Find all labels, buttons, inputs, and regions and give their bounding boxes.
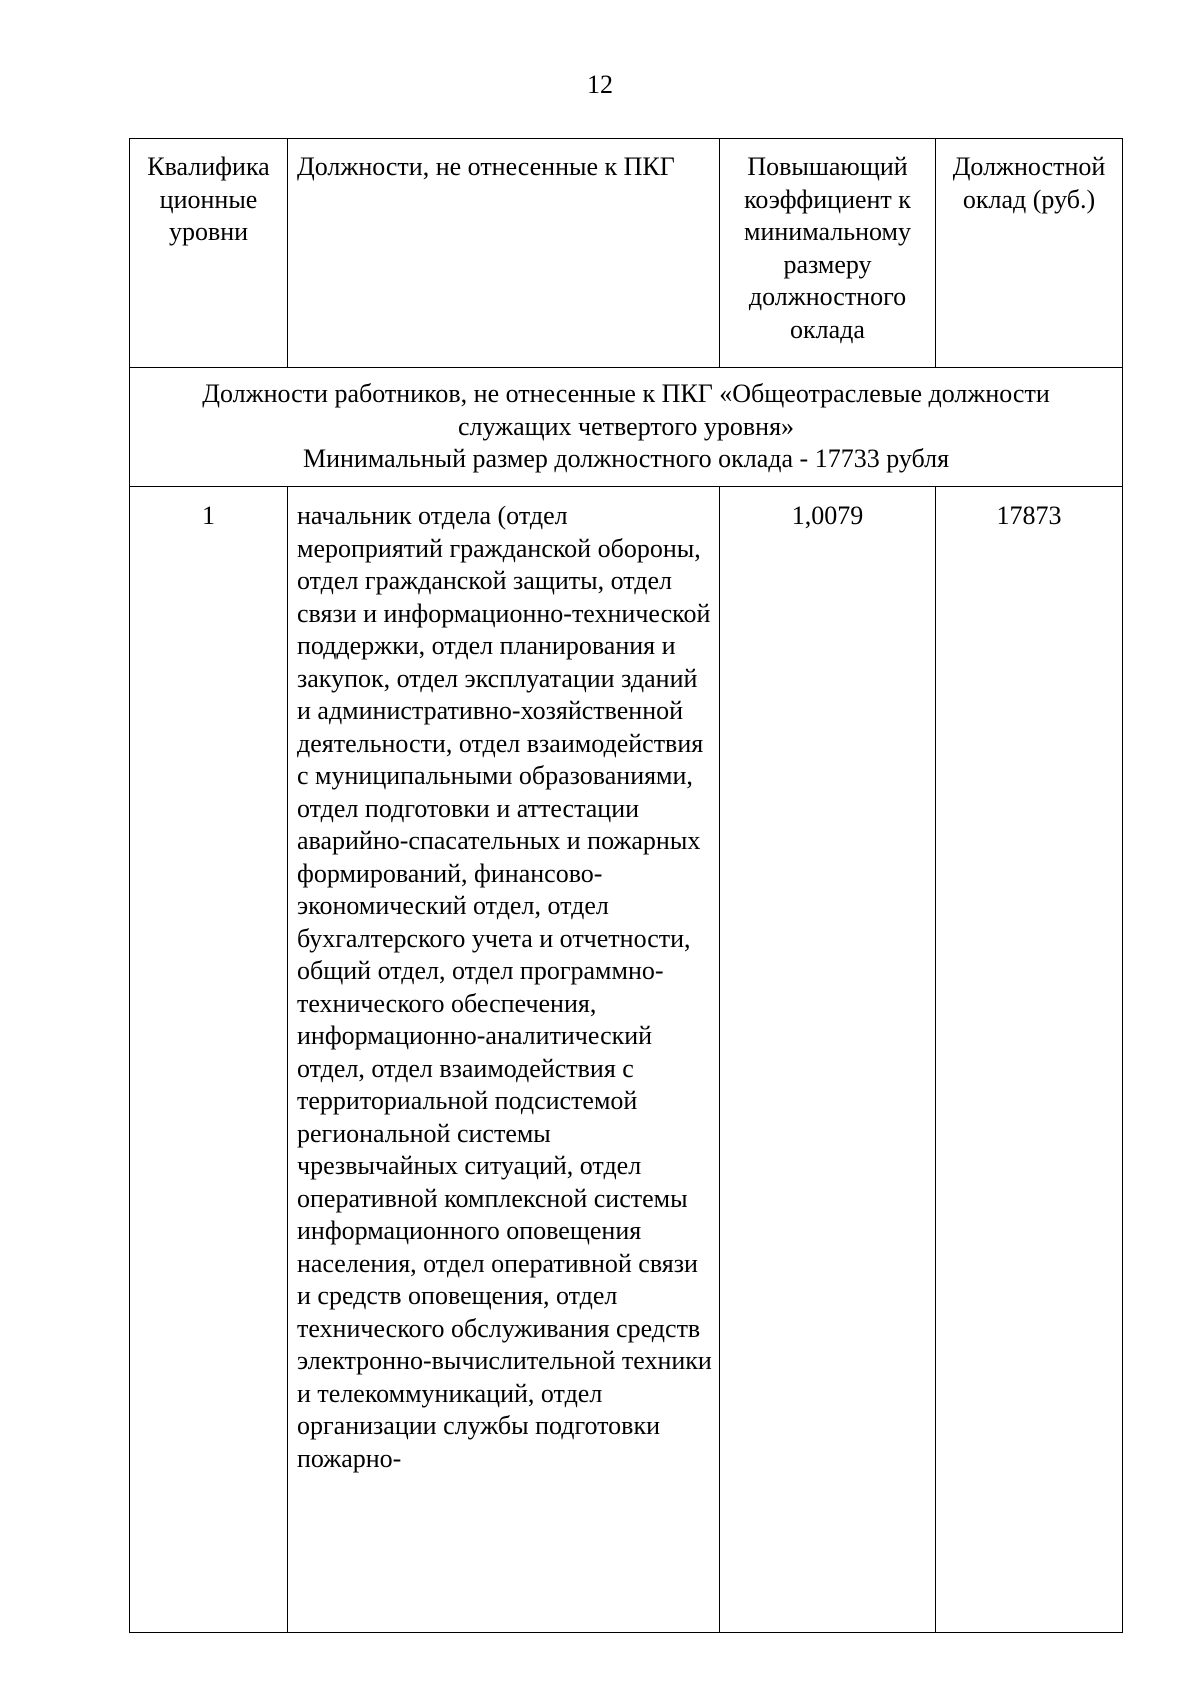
header-salary: Должностной оклад (руб.) (936, 139, 1123, 368)
section-min-salary: Минимальный размер должностного оклада - 17733 рубля (302, 444, 950, 474)
row-position: начальник отдела (отдел мероприятий гражданской обороны, отдел гражданской защиты, отдел связи и информационно-технической поддержки, отдел планирования и закупок, отдел эксплуатации зданий и административно-хозяйственной деятельности, отдел взаимодействия с муниципальными образованиями, отдел подготовки и аттестации аварийно-спасательных и пожарных формирований, финансово-экономический отдел, отдел бухгалтерского учета и отчетности, общий отдел, отдел программно-технического обеспечения, информационно-аналитический отдел, отдел взаимодействия с территориальной подсистемой региональной системы чрезвычайных ситуаций, отдел оперативной комплексной системы информационного оповещения населения, отдел оперативной связи и средств оповещения, отдел технического обслуживания средств электронно-вычислительной техники и телекоммуникаций, отдел организации службы подготовки пожарно- (288, 487, 720, 1633)
page-number: 12 (587, 70, 613, 99)
section-row (130, 368, 1123, 487)
row-coefficient: 1,0079 (720, 487, 936, 1633)
section-title-line1: Должности работников, не отнесенные к ПКГ «Общеотраслевые должности (202, 379, 1050, 409)
section-heading (130, 368, 1123, 487)
header-coefficient: Повышающий коэффициент к минимальному размеру должностного оклада (720, 139, 936, 368)
table-header-row (130, 139, 1123, 368)
row-level: 1 (130, 487, 288, 1633)
section-title-line2: служащих четвертого уровня» (457, 411, 795, 441)
salary-table (129, 138, 1123, 1633)
row-salary: 17873 (936, 487, 1123, 1633)
table-row (130, 487, 1123, 1633)
header-positions: Должности, не отнесенные к ПКГ (288, 139, 720, 368)
header-level: Квалифика ционные уровни (130, 139, 288, 368)
